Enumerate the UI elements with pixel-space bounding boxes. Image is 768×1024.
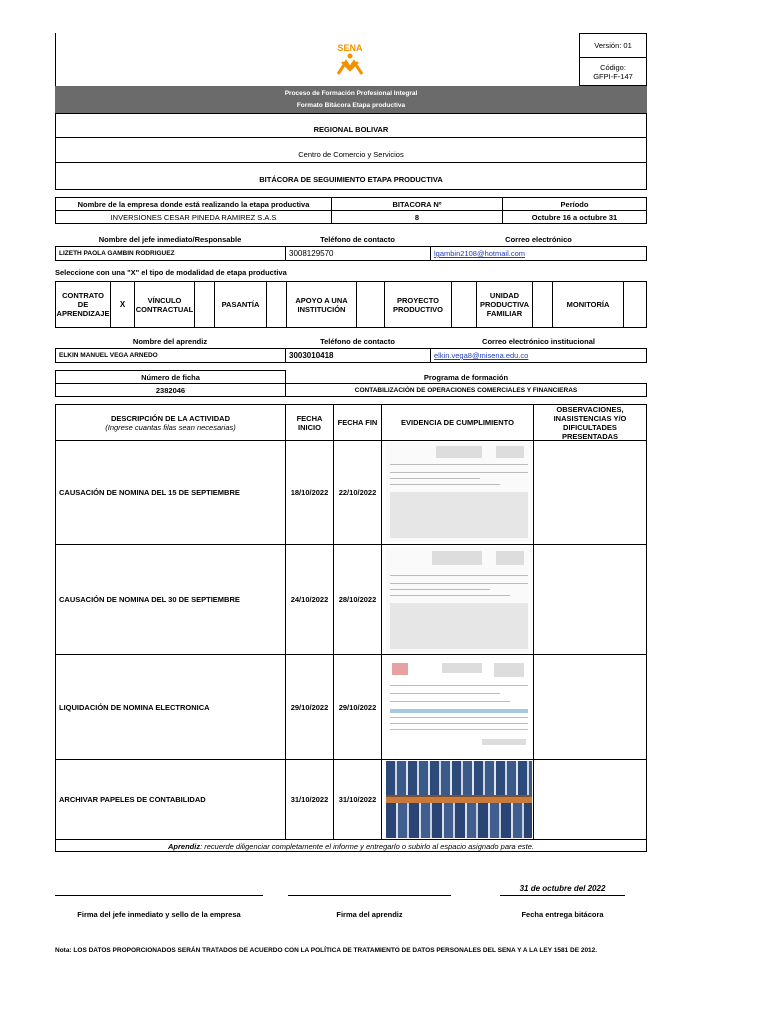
modality-apoyo-mark[interactable] xyxy=(357,282,385,327)
apprentice-phone-value xyxy=(285,348,431,363)
apprentice-name-label-text: Nombre del aprendiz xyxy=(132,336,208,346)
program-label-text: Programa de formación xyxy=(423,372,509,382)
company-name-label-text: Nombre de la empresa donde está realizando la etapa productiva xyxy=(77,199,310,209)
bitacora-number-value xyxy=(331,210,503,224)
boss-name-label-text: Nombre del jefe inmediato/Responsable xyxy=(98,234,242,244)
activity-2-start-text: 24/10/2022 xyxy=(290,595,329,604)
activity-4-end-text: 31/10/2022 xyxy=(338,795,377,804)
activity-row-4-start xyxy=(286,760,334,839)
ficha-label-text: Número de ficha xyxy=(141,372,200,382)
activity-1-end-text: 22/10/2022 xyxy=(338,488,377,497)
regional-row xyxy=(55,113,647,138)
center-text: Centro de Comercio y Servicios xyxy=(298,149,404,159)
activity-row-3-start xyxy=(286,655,334,760)
evidence-header-text: EVIDENCIA DE CUMPLIMIENTO xyxy=(401,418,514,427)
modality-unidad xyxy=(477,282,533,327)
program-value xyxy=(285,383,647,397)
apprentice-name-text: ELKIN MANUEL VEGA ARNEDO xyxy=(59,352,158,359)
apprentice-email-link[interactable]: elkin.vega8@misena.edu.co xyxy=(434,351,529,360)
ficha-text: 2382046 xyxy=(155,385,186,395)
modality-vinculo xyxy=(135,282,195,327)
modality-vinculo-text: VÍNCULO CONTRACTUAL xyxy=(135,295,194,314)
modality-prompt xyxy=(55,268,455,280)
format-title: Formato Bitácora Etapa productiva xyxy=(296,101,406,109)
process-title: Proceso de Formación Profesional Integral xyxy=(284,89,418,97)
legal-note xyxy=(55,946,647,970)
apprentice-signature-line[interactable] xyxy=(288,895,451,896)
boss-signature-label xyxy=(55,908,263,920)
activity-row-2-desc xyxy=(56,545,286,655)
activity-desc-header-text: DESCRIPCIÓN DE LA ACTIVIDAD xyxy=(110,413,231,423)
boss-signature-label-text: Firma del jefe inmediato y sello de la empresa xyxy=(77,909,241,919)
boss-phone-value xyxy=(285,246,431,261)
code-value: GFPI-F-147 xyxy=(593,71,633,81)
start-date-header xyxy=(286,405,334,441)
modality-pasantia xyxy=(215,282,267,327)
apprentice-signature-label-text: Firma del aprendiz xyxy=(336,909,403,919)
boss-signature-line[interactable] xyxy=(55,895,263,896)
ficha-label xyxy=(55,370,286,384)
activity-row-4-desc xyxy=(56,760,286,839)
apprentice-email-label-text: Correo electrónico institucional xyxy=(482,336,595,346)
delivery-date-label-text: Fecha entrega bitácora xyxy=(521,909,604,919)
activity-row-3-observations[interactable] xyxy=(534,655,646,760)
modality-proyecto-mark[interactable] xyxy=(452,282,477,327)
program-label xyxy=(285,370,647,384)
bitacora-title: BITÁCORA DE SEGUIMIENTO ETAPA PRODUCTIVA xyxy=(259,174,443,184)
activity-row-4-observations[interactable] xyxy=(534,760,646,839)
modality-x-mark: X xyxy=(119,300,126,309)
program-text: CONTABILIZACIÓN DE OPERACIONES COMERCIALES Y FINANCIERAS xyxy=(354,386,578,394)
modality-pasantia-mark[interactable] xyxy=(267,282,287,327)
bitacora-number-label xyxy=(331,197,503,211)
period-value xyxy=(502,210,647,224)
modality-pasantia-text: PASANTÍA xyxy=(221,300,260,309)
activity-4-start-text: 31/10/2022 xyxy=(290,795,329,804)
center-row xyxy=(55,138,647,163)
apprentice-name-label xyxy=(55,334,285,348)
evidence-header xyxy=(382,405,534,441)
modality-proyecto xyxy=(385,282,452,327)
modality-unidad-mark[interactable] xyxy=(533,282,553,327)
activities-bottom-line xyxy=(55,851,647,852)
activity-row-2-observations[interactable] xyxy=(534,545,646,655)
version-box xyxy=(579,33,647,58)
apprentice-email-label xyxy=(430,334,647,348)
modality-contrato xyxy=(56,282,111,327)
boss-name-value xyxy=(55,246,286,261)
boss-phone-label xyxy=(285,232,430,246)
modality-contrato-mark[interactable] xyxy=(111,282,135,327)
boss-phone-label-text: Teléfono de contacto xyxy=(320,234,395,244)
activity-3-start-text: 29/10/2022 xyxy=(290,702,329,712)
evidence-receipt-thumbnail xyxy=(386,657,532,758)
delivery-date-value xyxy=(500,882,625,894)
activity-desc-header xyxy=(56,405,286,441)
activity-3-end-text: 29/10/2022 xyxy=(338,702,377,712)
modality-unidad-text: UNIDAD PRODUCTIVA FAMILIAR xyxy=(479,291,530,318)
version-text: Versión: 01 xyxy=(594,41,632,50)
activity-2-desc-text: CAUSACIÓN DE NOMINA DEL 30 DE SEPTIEMBRE xyxy=(59,595,240,604)
title-row xyxy=(55,163,647,190)
activity-desc-note: (Ingrese cuantas filas sean necesarias) xyxy=(105,422,236,432)
delivery-date-line[interactable] xyxy=(500,895,625,896)
modality-prompt-text: Seleccione con una "X" el tipo de modalidad de etapa productiva xyxy=(55,268,287,277)
modality-monitoria xyxy=(553,282,624,327)
legal-note-text: Nota: LOS DATOS PROPORCIONADOS SERÁN TRATADOS DE ACUERDO CON LA POLÍTICA DE TRATAMIENTO DE DATOS PERSONALES DEL SENA Y A LA LEY 1581 DE 2012. xyxy=(55,947,598,954)
apprentice-signature-label xyxy=(288,908,451,920)
modality-vinculo-mark[interactable] xyxy=(195,282,215,327)
process-bar xyxy=(55,86,647,113)
activity-3-desc-text: LIQUIDACIÓN DE NOMINA ELECTRONICA xyxy=(59,702,210,712)
modality-apoyo-text: APOYO A UNA INSTITUCIÓN xyxy=(295,295,348,314)
logo-text: SENA xyxy=(337,43,363,53)
evidence-ledger-thumbnail-1 xyxy=(386,442,532,542)
apprentice-name-value xyxy=(55,348,286,363)
regional-text: REGIONAL BOLIVAR xyxy=(313,125,389,134)
activity-row-1-desc xyxy=(56,441,286,545)
boss-name-label xyxy=(55,232,285,246)
activity-row-1-end xyxy=(334,441,382,545)
apprentice-phone-text: 3003010418 xyxy=(289,351,334,360)
aprendiz-note-text: : recuerde diligenciar completamente el informe y entregarlo o subirlo al espacio asignado para este. xyxy=(200,841,535,851)
activity-2-end-text: 28/10/2022 xyxy=(338,595,377,604)
company-name-label xyxy=(55,197,332,211)
activity-1-start-text: 18/10/2022 xyxy=(290,488,329,497)
activity-4-desc-text: ARCHIVAR PAPELES DE CONTABILIDAD xyxy=(59,795,206,804)
modality-contrato-text: CONTRATO DE APRENDIZAJE xyxy=(56,291,110,318)
bitacora-number-text: 8 xyxy=(414,212,420,222)
delivery-date-label xyxy=(500,908,625,920)
modality-monitoria-text: MONITORÍA xyxy=(566,300,610,309)
activity-row-1-observations[interactable] xyxy=(534,441,646,545)
aprendiz-note-label: Aprendiz xyxy=(167,841,201,851)
company-name-text: INVERSIONES CESAR PINEDA RAMIREZ S.A.S xyxy=(110,212,277,222)
end-date-header xyxy=(334,405,382,441)
observations-header-text: OBSERVACIONES, INASISTENCIAS Y/O DIFICULTADES PRESENTADAS xyxy=(553,404,627,441)
sena-logo xyxy=(328,40,372,82)
apprentice-email-value xyxy=(430,348,647,363)
code-label: Código: xyxy=(600,62,626,72)
ficha-value xyxy=(55,383,286,397)
delivery-date-text: 31 de octubre del 2022 xyxy=(519,883,606,893)
activity-row-4-end xyxy=(334,760,382,839)
start-date-header-text: FECHA INICIO xyxy=(296,413,323,432)
activity-row-2-end xyxy=(334,545,382,655)
boss-email-label-text: Correo electrónico xyxy=(505,234,572,244)
code-box xyxy=(579,57,647,86)
company-name-value xyxy=(55,210,332,224)
end-date-header-text: FECHA FIN xyxy=(337,418,378,427)
boss-email-label xyxy=(430,232,647,246)
modality-apoyo xyxy=(287,282,357,327)
boss-email-link[interactable]: lgambin2108@hotmail.com xyxy=(434,249,525,258)
apprentice-phone-label-text: Teléfono de contacto xyxy=(320,336,395,346)
activity-row-3-desc xyxy=(56,655,286,760)
activity-row-3-end xyxy=(334,655,382,760)
activity-1-desc-text: CAUSACIÓN DE NOMINA DEL 15 DE SEPTIEMBRE xyxy=(59,488,240,497)
evidence-binders-photo xyxy=(386,761,532,838)
activity-row-2-start xyxy=(286,545,334,655)
apprentice-phone-label xyxy=(285,334,430,348)
period-text: Octubre 16 a octubre 31 xyxy=(531,212,618,222)
boss-name-text: LIZETH PAOLA GAMBIN RODRIGUEZ xyxy=(59,250,175,257)
observations-header xyxy=(534,405,646,441)
boss-phone-text: 3008129570 xyxy=(289,249,334,258)
boss-email-value xyxy=(430,246,647,261)
modality-monitoria-mark[interactable] xyxy=(624,282,646,327)
modality-proyecto-text: PROYECTO PRODUCTIVO xyxy=(392,295,443,314)
period-label-text: Período xyxy=(560,199,589,209)
activity-row-1-start xyxy=(286,441,334,545)
bitacora-number-label-text: BITACORA Nº xyxy=(392,199,442,209)
evidence-ledger-thumbnail-2 xyxy=(386,547,532,653)
period-label xyxy=(502,197,647,211)
